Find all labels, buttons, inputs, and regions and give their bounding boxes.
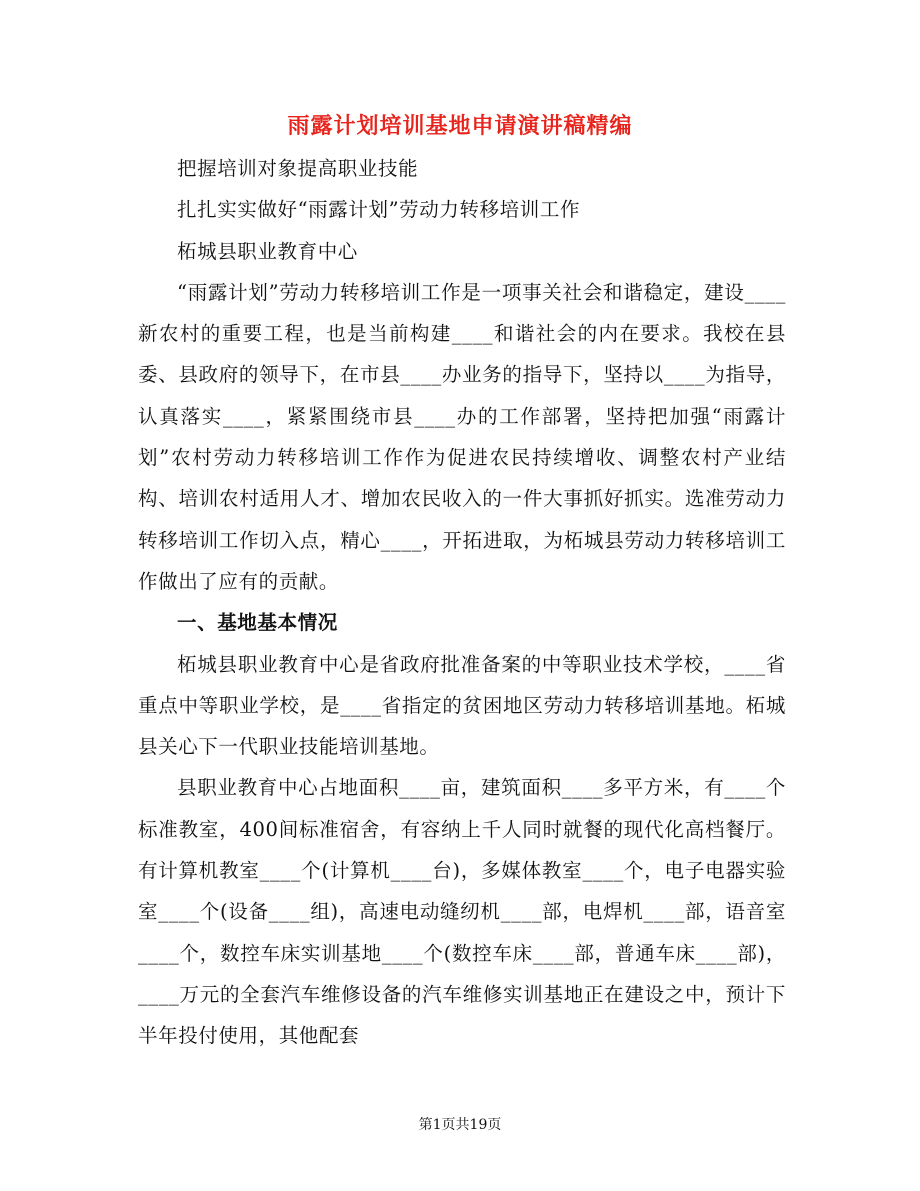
document-title: 雨露计划培训基地申请演讲稿精编 xyxy=(287,113,633,139)
body-paragraph: 柘城县职业教育中心是省政府批准备案的中等职业技术学校，____省重点中等职业学校，是____省指定的贫困地区劳动力转移培训基地。柘城县关心下一代职业技能培训基地。 xyxy=(138,652,786,759)
document-body xyxy=(138,148,786,1057)
subtitle-paragraph: 扎扎实实做好“雨露计划”劳动力转移培训工作 xyxy=(177,198,581,222)
page-number: 第1页共19页 xyxy=(418,1117,502,1133)
author-line: 柘城县职业教育中心 xyxy=(177,239,358,263)
body-paragraph: “雨露计划”劳动力转移培训工作是一项事关社会和谐稳定，建设____新农村的重要工程，也是当前构建____和谐社会的内在要求。我校在县委、县政府的领导下，在市县____办业务的指导下，坚持以____为指导，认真落实____，紧紧围绕市县____办的工作部署，坚持把加强“雨露计划”农村劳动力转移培训工作作为促进农民持续增收、调整农村产业结构、培训农村适用人才、增加农民收入的一件大事抓好抓实。选准劳动力转移培训工作切入点，精心____，开拓进取，为柘城县劳动力转移培训工作做出了应有的贡献。 xyxy=(138,280,786,593)
section-heading: 一、基地基本情况 xyxy=(177,611,338,635)
body-paragraph: 县职业教育中心占地面积____亩，建筑面积____多平方米，有____个标准教室，400间标准宿舍，有容纳上千人同时就餐的现代化高档餐厅。有计算机教室____个(计算机____台)，多媒体教室____个，电子电器实验室____个(设备____组)，高速电动缝纫机____部，电焊机____部，语音室____个，数控车床实训基地____个(数控车床____部，普通车床____部)，____万元的全套汽车维修设备的汽车维修实训基地正在建设之中，预计下半年投付使用，其他配套 xyxy=(138,776,786,1048)
subtitle-paragraph: 把握培训对象提高职业技能 xyxy=(177,157,419,180)
